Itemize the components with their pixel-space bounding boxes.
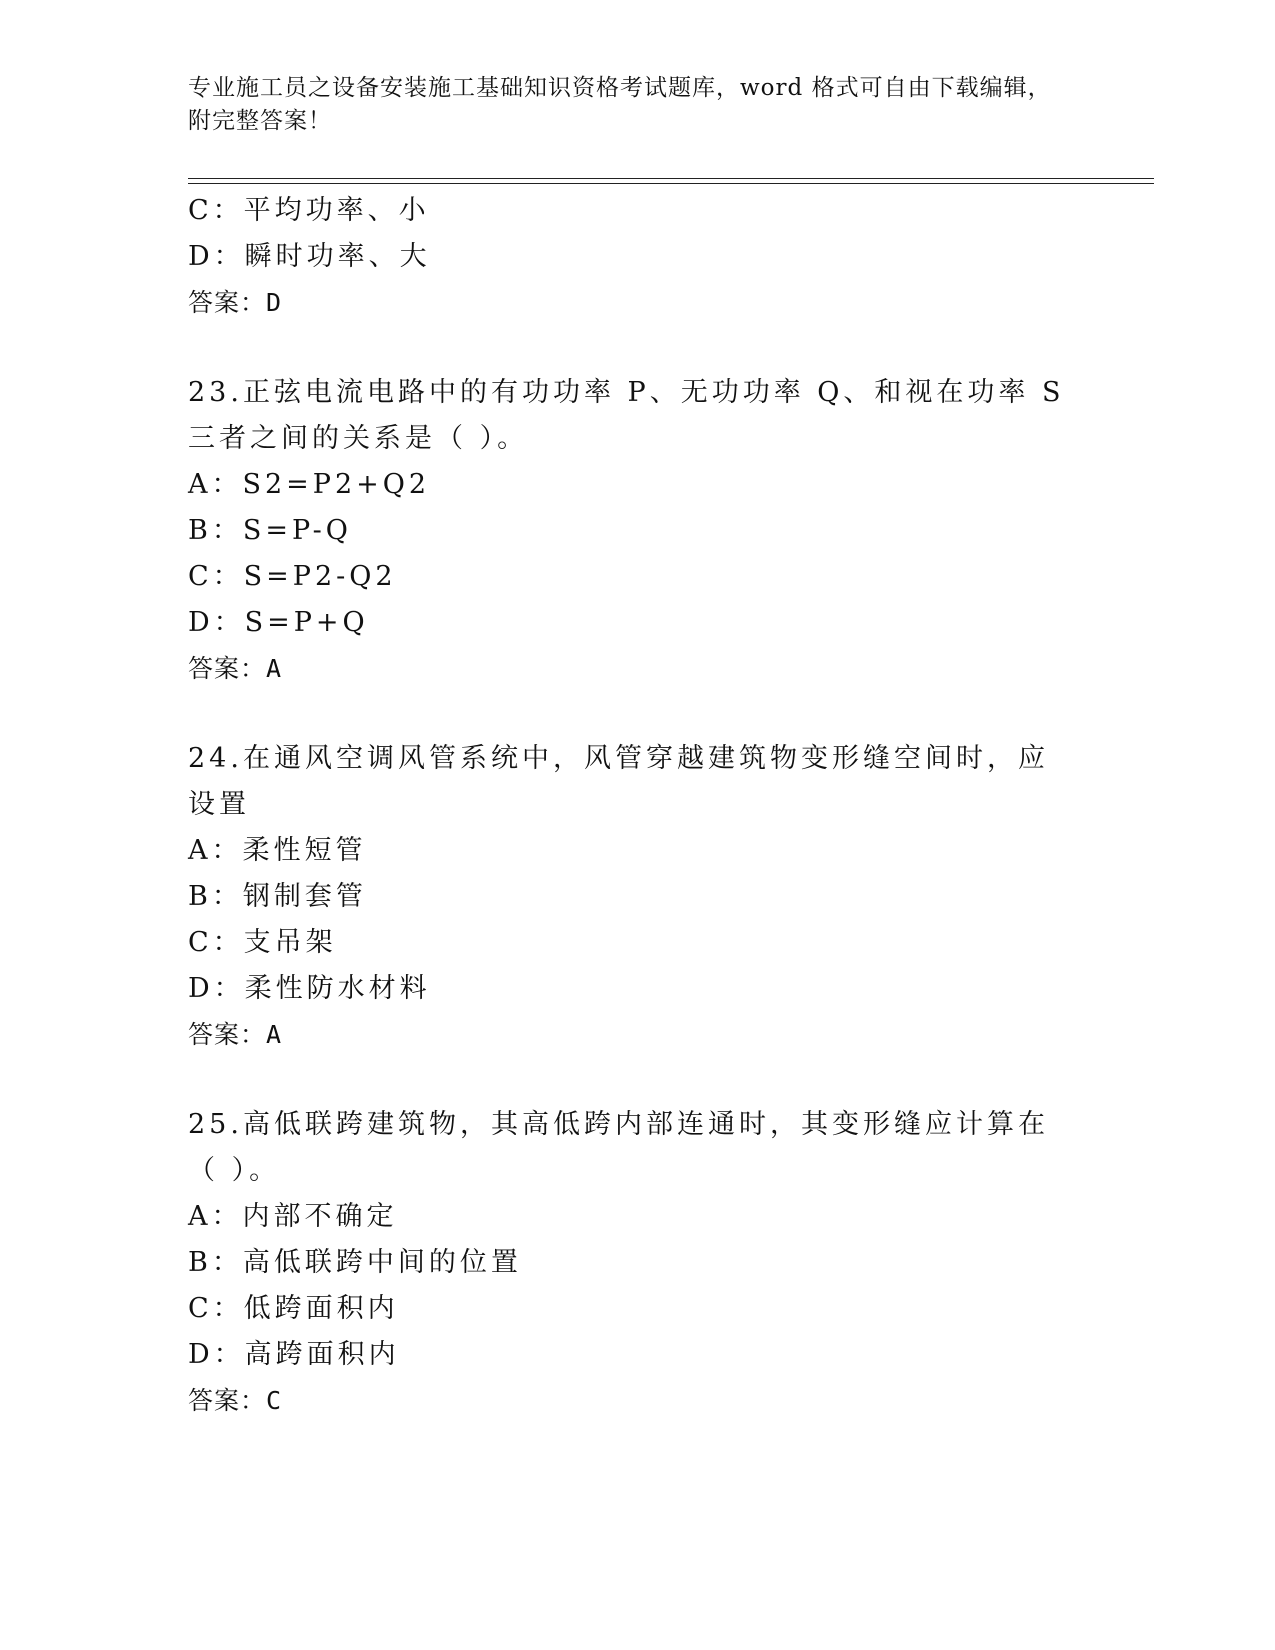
question-23 xyxy=(188,370,1088,692)
option-b: B：S=P-Q xyxy=(188,515,352,546)
option-a: A：S2=P2+Q2 xyxy=(188,469,431,500)
answer-line xyxy=(188,1012,1088,1058)
question-stem: 23.正弦电流电路中的有功功率 P、无功功率 Q、和视在功率 S 三者之间的关系是（ ）。 xyxy=(188,377,1065,454)
question-24 xyxy=(188,736,1088,1058)
option-d: D：高跨面积内 xyxy=(188,1339,400,1370)
option-a: A：柔性短管 xyxy=(188,835,367,866)
option-d: D：S=P+Q xyxy=(188,607,369,638)
option-c: C：低跨面积内 xyxy=(188,1293,399,1324)
answer-value: D xyxy=(266,288,283,317)
question-list xyxy=(188,188,1088,1424)
option-c: C：平均功率、小 xyxy=(188,195,430,226)
answer-value: A xyxy=(266,654,283,683)
question-25 xyxy=(188,1102,1088,1424)
previous-question-tail xyxy=(188,188,1088,326)
option-b: B：高低联跨中间的位置 xyxy=(188,1247,522,1278)
answer-value: A xyxy=(266,1020,283,1049)
option-d: D：瞬时功率、大 xyxy=(188,241,431,272)
answer-label: 答案： xyxy=(188,1386,267,1415)
option-d: D：柔性防水材料 xyxy=(188,973,431,1004)
question-stem: 25.高低联跨建筑物，其高低跨内部连通时，其变形缝应计算在（ ）。 xyxy=(188,1109,1049,1186)
option-b: B：钢制套管 xyxy=(188,881,367,912)
option-a: A：内部不确定 xyxy=(188,1201,398,1232)
answer-line xyxy=(188,280,1088,326)
option-c: C：支吊架 xyxy=(188,927,337,958)
option-c: C：S=P2-Q2 xyxy=(188,561,397,592)
header-rule-bottom xyxy=(188,183,1154,184)
answer-label: 答案： xyxy=(188,654,267,683)
header-rule-top xyxy=(188,178,1154,179)
question-stem: 24.在通风空调风管系统中，风管穿越建筑物变形缝空间时，应设置 xyxy=(188,743,1049,820)
answer-value: C xyxy=(266,1386,283,1415)
answer-label: 答案： xyxy=(188,288,267,317)
answer-line xyxy=(188,1378,1088,1424)
answer-label: 答案： xyxy=(188,1020,267,1049)
answer-line xyxy=(188,646,1088,692)
page-header: 专业施工员之设备安装施工基础知识资格考试题库，word 格式可自由下载编辑，附完整答案！ xyxy=(188,75,1052,134)
